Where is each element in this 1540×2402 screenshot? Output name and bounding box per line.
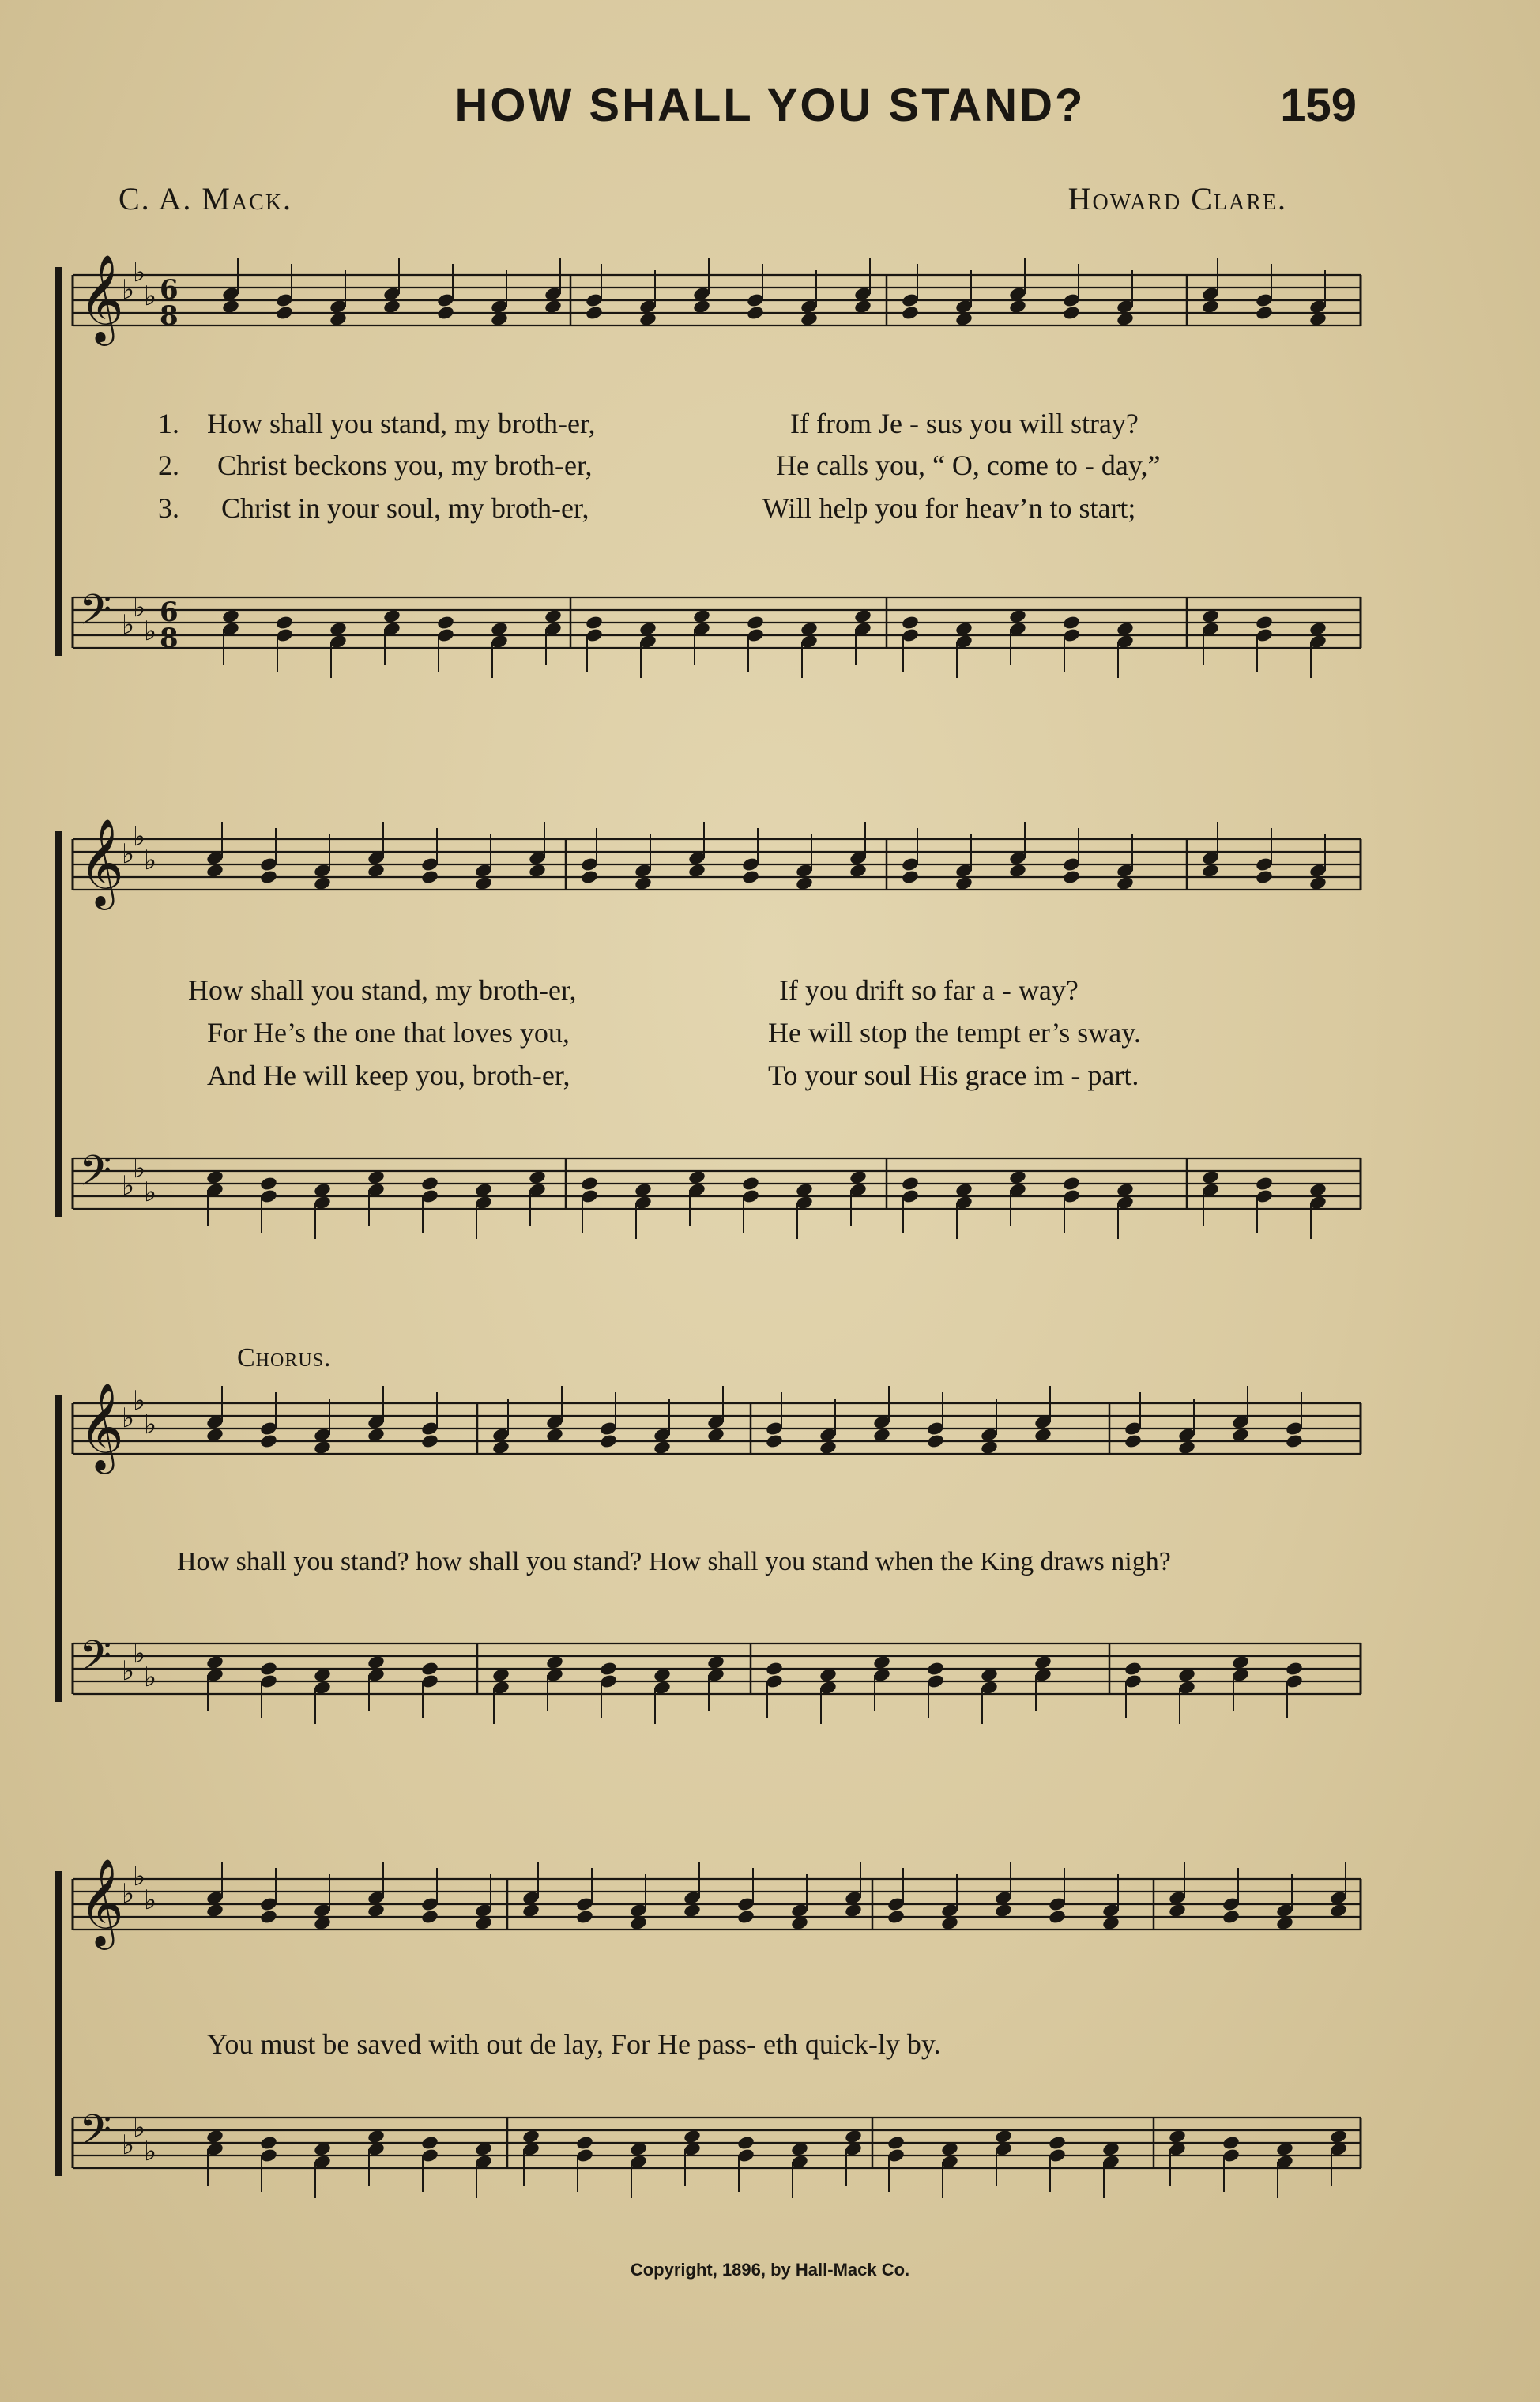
verse-3-line-d: To your soul His grace im - part.: [768, 1060, 1139, 1091]
verse-2-number: 2.: [158, 450, 179, 481]
verse-3-line-c: And He will keep you, broth-er,: [207, 1060, 570, 1091]
note-head: [420, 869, 439, 885]
note-head: [901, 1176, 920, 1192]
treble-clef-icon: 𝄞: [79, 1858, 124, 1946]
note-head: [887, 2135, 906, 2151]
time-signature-bottom: 8: [160, 300, 179, 332]
note-head: [1062, 615, 1081, 631]
treble-clef-icon: 𝄞: [79, 254, 124, 342]
note-head: [599, 1433, 618, 1449]
note-head: [736, 2135, 755, 2151]
note-head: [1255, 1176, 1274, 1192]
note-head: [1255, 869, 1274, 885]
flat-icon: ♭: [144, 1662, 157, 1693]
note-head: [1124, 1661, 1143, 1677]
note-head: [1124, 1433, 1143, 1449]
flat-icon: ♭: [122, 274, 135, 306]
verse-3-line-a: Christ in your soul, my broth-er,: [221, 492, 589, 524]
note-head: [420, 1661, 439, 1677]
verse-2-line-a: Christ beckons you, my broth-er,: [217, 450, 593, 481]
bass-clef-icon: 𝄢: [79, 2106, 112, 2165]
flat-icon: ♭: [122, 1878, 135, 1910]
flat-icon: ♭: [133, 1638, 146, 1670]
note-head: [580, 1176, 599, 1192]
note-head: [585, 305, 604, 321]
note-head: [926, 1661, 945, 1677]
page-title: HOW SHALL YOU STAND?: [454, 80, 1086, 131]
verse-2-line-d: He will stop the tempt er’s sway.: [768, 1017, 1141, 1049]
flat-icon: ♭: [133, 257, 146, 288]
note-head: [1062, 869, 1081, 885]
verse-2-line-b: He calls you, “ O, come to - day,”: [776, 450, 1161, 481]
flat-icon: ♭: [133, 2112, 146, 2144]
note-head: [259, 1176, 278, 1192]
lyricist-credit: C. A. Mack.: [119, 181, 293, 216]
flat-icon: ♭: [144, 2136, 157, 2167]
note-head: [1062, 305, 1081, 321]
verse-3-number: 3.: [158, 492, 179, 524]
treble-clef-icon: 𝄞: [79, 1382, 124, 1470]
time-signature-top: 6: [160, 597, 179, 628]
time-signature-bottom: 8: [160, 623, 179, 654]
flat-icon: ♭: [144, 845, 157, 876]
note-head: [1255, 305, 1274, 321]
note-head: [765, 1661, 784, 1677]
note-head: [746, 615, 765, 631]
verse-2-line-c: For He’s the one that loves you,: [207, 1017, 570, 1049]
flat-icon: ♭: [122, 1402, 135, 1434]
flat-icon: ♭: [122, 838, 135, 870]
note-head: [901, 615, 920, 631]
chorus-label: Chorus.: [237, 1343, 332, 1372]
note-head: [259, 869, 278, 885]
note-head: [1048, 1909, 1067, 1925]
note-head: [575, 1909, 594, 1925]
note-head: [580, 869, 599, 885]
copyright-notice: Copyright, 1896, by Hall-Mack Co.: [630, 2260, 910, 2280]
flat-icon: ♭: [133, 821, 146, 853]
verse-1-line-d: If you drift so far a - way?: [779, 974, 1079, 1006]
note-head: [741, 1176, 760, 1192]
bass-clef-icon: 𝄢: [79, 586, 112, 645]
flat-icon: ♭: [122, 1170, 135, 1202]
note-head: [1222, 1909, 1241, 1925]
flat-icon: ♭: [133, 592, 146, 623]
note-head: [926, 1433, 945, 1449]
system-brace: [55, 1395, 62, 1702]
bass-clef-icon: 𝄢: [79, 1147, 112, 1206]
note-head: [420, 1433, 439, 1449]
note-head: [736, 1909, 755, 1925]
note-head: [259, 1661, 278, 1677]
flat-icon: ♭: [144, 1884, 157, 1916]
flat-icon: ♭: [122, 1655, 135, 1687]
system-brace: [55, 1871, 62, 2176]
note-head: [585, 615, 604, 631]
verse-1-line-c: How shall you stand, my broth-er,: [188, 974, 577, 1006]
note-head: [746, 305, 765, 321]
flat-icon: ♭: [144, 1177, 157, 1208]
note-head: [901, 869, 920, 885]
note-head: [259, 2135, 278, 2151]
chorus-line-2: You must be saved with out de lay, For He pass- eth quick-ly by.: [207, 2028, 941, 2060]
note-head: [436, 615, 455, 631]
time-signature-top: 6: [160, 274, 179, 306]
flat-icon: ♭: [133, 1861, 146, 1892]
composer-credit: Howard Clare.: [1067, 181, 1287, 216]
note-head: [599, 1661, 618, 1677]
system-brace: [55, 267, 62, 656]
note-head: [275, 615, 294, 631]
note-head: [259, 1433, 278, 1449]
bass-clef-icon: 𝄢: [79, 1632, 112, 1691]
verse-1-number: 1.: [158, 408, 179, 439]
note-head: [1255, 615, 1274, 631]
page-number: 159: [1280, 80, 1357, 131]
flat-icon: ♭: [122, 2129, 135, 2161]
note-head: [1285, 1433, 1304, 1449]
note-head: [887, 1909, 906, 1925]
note-head: [436, 305, 455, 321]
note-head: [1048, 2135, 1067, 2151]
verse-1-line-b: If from Je - sus you will stray?: [790, 408, 1139, 439]
note-head: [1222, 2135, 1241, 2151]
note-head: [901, 305, 920, 321]
flat-icon: ♭: [133, 1153, 146, 1184]
note-head: [1062, 1176, 1081, 1192]
system-brace: [55, 831, 62, 1217]
note-head: [275, 305, 294, 321]
note-head: [741, 869, 760, 885]
note-head: [420, 1909, 439, 1925]
flat-icon: ♭: [144, 1409, 157, 1440]
note-head: [575, 2135, 594, 2151]
note-head: [420, 1176, 439, 1192]
note-head: [420, 2135, 439, 2151]
flat-icon: ♭: [144, 616, 157, 647]
note-head: [259, 1909, 278, 1925]
note-head: [765, 1433, 784, 1449]
verse-1-line-a: How shall you stand, my broth-er,: [207, 408, 596, 439]
chorus-line-1: How shall you stand? how shall you stand? How shall you stand when the King draws nigh?: [177, 1547, 1171, 1576]
flat-icon: ♭: [133, 1385, 146, 1417]
flat-icon: ♭: [144, 280, 157, 312]
flat-icon: ♭: [122, 609, 135, 641]
treble-clef-icon: 𝄞: [79, 818, 124, 906]
verse-3-line-b: Will help you for heav’n to start;: [762, 492, 1136, 524]
note-head: [1285, 1661, 1304, 1677]
